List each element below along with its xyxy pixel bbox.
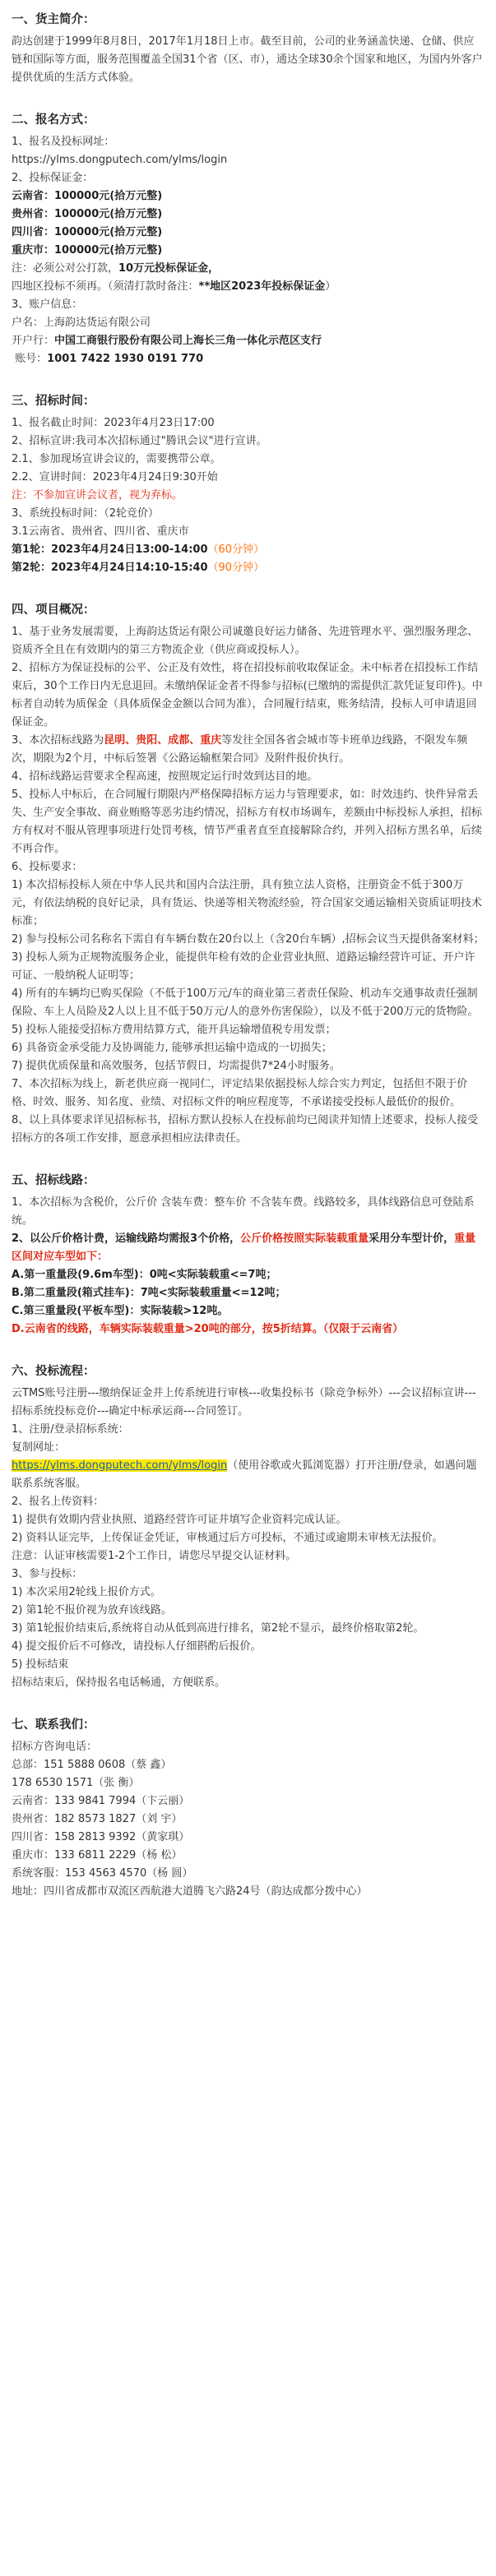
- round-1-duration: （60分钟）: [207, 543, 265, 556]
- process-flow: 云TMS账号注册---缴纳保证金并上传系统进行审核---收集投标书（除竞争标外）---会议招标宣讲---招标系统投标竞价---确定中标承运商---合同签订。: [12, 1387, 476, 1417]
- overview-3: [12, 732, 484, 768]
- note-text: 四地区投标不须再。（须清打款时备注：: [12, 280, 199, 293]
- account-name: 户名：上海韵达货运有限公司: [12, 317, 151, 329]
- bidding-regions: 3.1云南省、贵州省、四川省、重庆市: [12, 525, 189, 538]
- process-1-copy: 复制网址：: [12, 1441, 66, 1454]
- process-3e: 5) 投标结束: [12, 1658, 69, 1671]
- url-tail: （使用谷歌或火狐浏览器）打开注册/登录，如遇问题联系系统客服。: [12, 1459, 477, 1490]
- text: 2、以公斤价格计费，运输线路均需报3个价格，: [12, 1233, 241, 1245]
- text: 3、本次招标线路为: [12, 734, 104, 747]
- text: 采用分车型计价，: [369, 1233, 455, 1245]
- account-number-label: 账号：: [15, 353, 48, 365]
- process-2: 2、报名上传资料：: [12, 1496, 104, 1508]
- process-2b: 2) 资料认证完毕，上传保证金凭证，审核通过后方可投标，不通过或逾期未审核无法报价。: [12, 1532, 443, 1544]
- round-1-time: 第1轮：2023年4月24日13:00-14:00: [12, 543, 208, 556]
- section-title: 七、联系我们：: [12, 1718, 95, 1732]
- bidding-time: 3、系统投标时间：（2轮竞价）: [12, 507, 160, 520]
- overview-7: 7、本次招标为线上，新老供应商一视同仁，评定结果依据投标人综合实力判定，包括但不限于价格、时效、服务、知名度、业绩、对招标文件的响应程度等，不承诺接受投标人最低价的报价。: [12, 1078, 468, 1108]
- requirement-6: 6) 具备资金承受能力及协调能力, 能够承担运输中造成的一切损失；: [12, 1042, 332, 1054]
- deposit-sichuan: 四川省：100000元(拾万元整): [12, 226, 163, 238]
- section-title: 四、项目概况：: [12, 604, 95, 617]
- routes-2: [12, 1230, 484, 1266]
- process-3f: 招标结束后，保持报名电话畅通，方便联系。: [12, 1676, 226, 1689]
- weight-band-a: A.第一重量段(9.6m车型)：0吨<实际装载重<=7吨；: [12, 1269, 277, 1281]
- account-number: [12, 350, 484, 368]
- company-intro-text: 韵达创建于1999年8月8日，2017年1月18日上市。截至目前，公司的业务涵盖快递、仓储、供应链和国际等方面，服务范围覆盖全国31个省（区、市），通达全球30余个国家和地区，为国内外客户提供优质的生活方式体验。: [12, 35, 483, 84]
- contact-yunnan: 云南省：133 9841 7994（卞云丽）: [12, 1795, 190, 1807]
- section-routes: [12, 1172, 484, 1339]
- deposit-yunnan: 云南省：100000元(拾万元整): [12, 190, 163, 202]
- deposit-guizhou: 贵州省：100000元(拾万元整): [12, 208, 163, 220]
- contact-guizhou: 贵州省：182 8573 1827（刘 宇）: [12, 1813, 183, 1825]
- deposit-label: 2、投标保证金：: [12, 172, 94, 184]
- registration-url-label: 1、报名及投标网址：: [12, 136, 115, 148]
- deposit-note-1: [12, 260, 484, 278]
- process-2c: 注意：认证审核需要1-2个工作日，请您尽早提交认证材料。: [12, 1550, 297, 1562]
- round-2-duration: （90分钟）: [207, 562, 265, 574]
- contact-hq-2: 178 6530 1571（张 衡）: [12, 1777, 140, 1789]
- weight-band-c: C.第三重量段(平板车型)：实际装载>12吨。: [12, 1305, 229, 1317]
- section-title: 五、招标线路：: [12, 1174, 95, 1187]
- section-title: 六、投标流程：: [12, 1365, 95, 1378]
- requirement-2: 2) 参与投标公司名称名下需自有车辆台数在20台以上（含20台车辆）,招标会议当天提供备案材料；: [12, 933, 484, 946]
- process-3b: 2) 第1轮不报价视为放弃该线路。: [12, 1604, 172, 1616]
- section-registration: [12, 112, 484, 368]
- contact-sichuan: 四川省：158 2813 9392（黄家琪）: [12, 1831, 190, 1843]
- overview-8: 8、以上具体要求详见招标标书，招标方默认投标人在投标前均已阅读并知情上述要求，投标人接受招标方的各项工作安排，愿意承担相应法律责任。: [12, 1114, 479, 1145]
- section-company-intro: [12, 12, 484, 87]
- registration-url[interactable]: https://ylms.dongputech.com/ylms/login: [12, 154, 228, 166]
- briefing: 2、招标宣讲:我司本次招标通过"腾讯会议"进行宣讲。: [12, 435, 267, 447]
- account-label: 3、账户信息：: [12, 298, 83, 311]
- briefing-note: 注：不参加宣讲会议者，视为弃标。: [12, 489, 183, 502]
- requirement-3: 3) 投标人须为正规物流服务企业，能提供年检有效的企业营业执照、道路运输经营许可证、开户许可证、一般纳税人证明等；: [12, 951, 475, 982]
- overview-5: 5、投标人中标后，在合同履行期限内严格保障招标方运力与管理要求，如：时效违约、快件异常丢失、生产安全事故、商业贿赂等恶劣违约情况，招标方有权市场调车，差额由中标投标人承担，招标方有权对不服从管理事项进行处罚考核，情节严重者直至直接解除合约，并列入招标方黑名单，后续不再合作。: [12, 789, 483, 855]
- section-title: 一、货主简介：: [12, 13, 95, 26]
- briefing-2-2: 2.2、宣讲时间：2023年4月24日9:30开始: [12, 471, 218, 483]
- overview-1: 1、基于业务发展需要，上海韵达货运有限公司诚邀良好运力储备、先进管理水平、强烈服务理念、资质齐全且在有效期内的第三方物流企业（供应商或投标人）。: [12, 626, 479, 656]
- note-bold: **地区2023年投标保证金: [198, 280, 326, 293]
- deposit-note-2: [12, 278, 484, 296]
- overview-2: 2、招标方为保证投标的公平、公正及有效性，将在招投标前收取保证金。未中标者在招投标工作结束后，30个工作日内无息退回。未缴纳保证金者不得参与招标(已缴纳的需提供汇款凭证复印件)。中标者自动转为质保金（具体质保金金额以合同为准），合同履行结束，账务结清，投标人可申请退回保证金。: [12, 662, 483, 728]
- deadline: 1、报名截止时间：2023年4月23日17:00: [12, 417, 215, 429]
- deposit-chongqing: 重庆市：100000元(拾万元整): [12, 244, 163, 257]
- note-text: 注：必须公对公打款，: [12, 262, 119, 275]
- section-title: 三、招标时间：: [12, 395, 95, 408]
- process-url-line: [12, 1457, 484, 1493]
- text: 等发往全国各省会城市等卡班单边线路，不限发车频次，期限为2个月，中标后签署《公路运输框架合同》及附件报价执行。: [12, 734, 468, 765]
- process-3d: 4) 提交报价后不可修改，请投标人仔细斟酌后报价。: [12, 1640, 262, 1653]
- round-1: [12, 541, 484, 559]
- note-text: ）: [325, 280, 336, 293]
- requirement-5: 5) 投标人能接受招标方费用结算方式，能开具运输增值税专用发票；: [12, 1024, 336, 1036]
- requirement-7: 7) 提供优质保量和高效服务，包括节假日，均需提供7*24小时服务。: [12, 1060, 341, 1072]
- login-url-link[interactable]: https://ylms.dongputech.com/ylms/login: [12, 1459, 228, 1472]
- overview-6: 6、投标要求：: [12, 861, 83, 873]
- briefing-2-1: 2.1、参加现场宣讲会议的，需要携带公章。: [12, 453, 221, 465]
- process-3a: 1) 本次采用2轮线上报价方式。: [12, 1586, 161, 1598]
- section-overview: [12, 602, 484, 1148]
- overview-4: 4、招标线路运营要求全程高速，按照规定运行时效到达目的地。: [12, 770, 318, 783]
- weight-band-d: D.云南省的线路，车辆实际装载重量>20吨的部分，按5折结算。（仅限于云南省）: [12, 1323, 404, 1335]
- section-schedule: [12, 393, 484, 577]
- process-1: 1、注册/登录招标系统：: [12, 1423, 129, 1436]
- process-2a: 1) 提供有效期内营业执照、道路经营许可证并填写企业资料完成认证。: [12, 1514, 347, 1526]
- contact-address: 地址：四川省成都市双流区西航港大道腾飞六路24号（韵达成都分拨中心）: [12, 1885, 368, 1898]
- section-process: [12, 1363, 484, 1692]
- contact-system-support: 系统客服：153 4563 4570（杨 圆）: [12, 1867, 193, 1880]
- routes-1: 1、本次招标为含税价，公斤价 含装车费：整车价 不含装车费。线路较多，具体线路信息可登陆系统。: [12, 1196, 475, 1227]
- round-2-time: 第2轮：2023年4月24日14:10-15:40: [12, 562, 208, 574]
- round-2: [12, 559, 484, 577]
- contact-chongqing: 重庆市：133 6811 2229（杨 松）: [12, 1849, 183, 1861]
- section-title: 二、报名方式：: [12, 113, 95, 127]
- section-contact: [12, 1717, 484, 1901]
- bank-value: 中国工商银行股份有限公司上海长三角一体化示范区支行: [54, 335, 322, 347]
- red-text: 重量区间对应车型如下：: [12, 1233, 476, 1263]
- account-bank: [12, 332, 484, 350]
- requirement-4: 4) 所有的车辆均已购买保险（不低于100万元/车的商业第三者责任保险、机动车交通事故责任强制保险、车上人员险及2人以上且不低于50万元/人的意外伤害保险），以及不低于200万元的货物险。: [12, 987, 479, 1018]
- process-3: 3、参与投标：: [12, 1568, 83, 1580]
- weight-band-b: B.第二重量段(箱式挂车)：7吨<实际装载重量<=12吨；: [12, 1287, 286, 1299]
- contact-heading: 招标方咨询电话：: [12, 1741, 98, 1753]
- process-3c: 3) 第1轮报价结束后,系统将自动从低到高进行排名，第2轮不显示，最终价格取第2轮。: [12, 1622, 424, 1635]
- account-number-value: 1001 7422 1930 0191 770: [47, 353, 204, 365]
- bank-label: 开户行：: [12, 335, 55, 347]
- red-text: 公斤价格按照实际装载重量: [240, 1233, 369, 1245]
- note-bold: 10万元投标保证金，: [118, 262, 220, 275]
- requirement-1: 1) 本次招标投标人须在中华人民共和国内合法注册，具有独立法人资格，注册资金不低于300万元，有依法纳税的良好记录，具有货运、快递等相关物流经验，符合国家交通运输相关资质证明技术标准；: [12, 879, 483, 927]
- contact-hq: 总部：151 5888 0608（蔡 鑫）: [12, 1759, 172, 1771]
- route-cities: 昆明、贵阳、成都、重庆: [104, 734, 222, 747]
